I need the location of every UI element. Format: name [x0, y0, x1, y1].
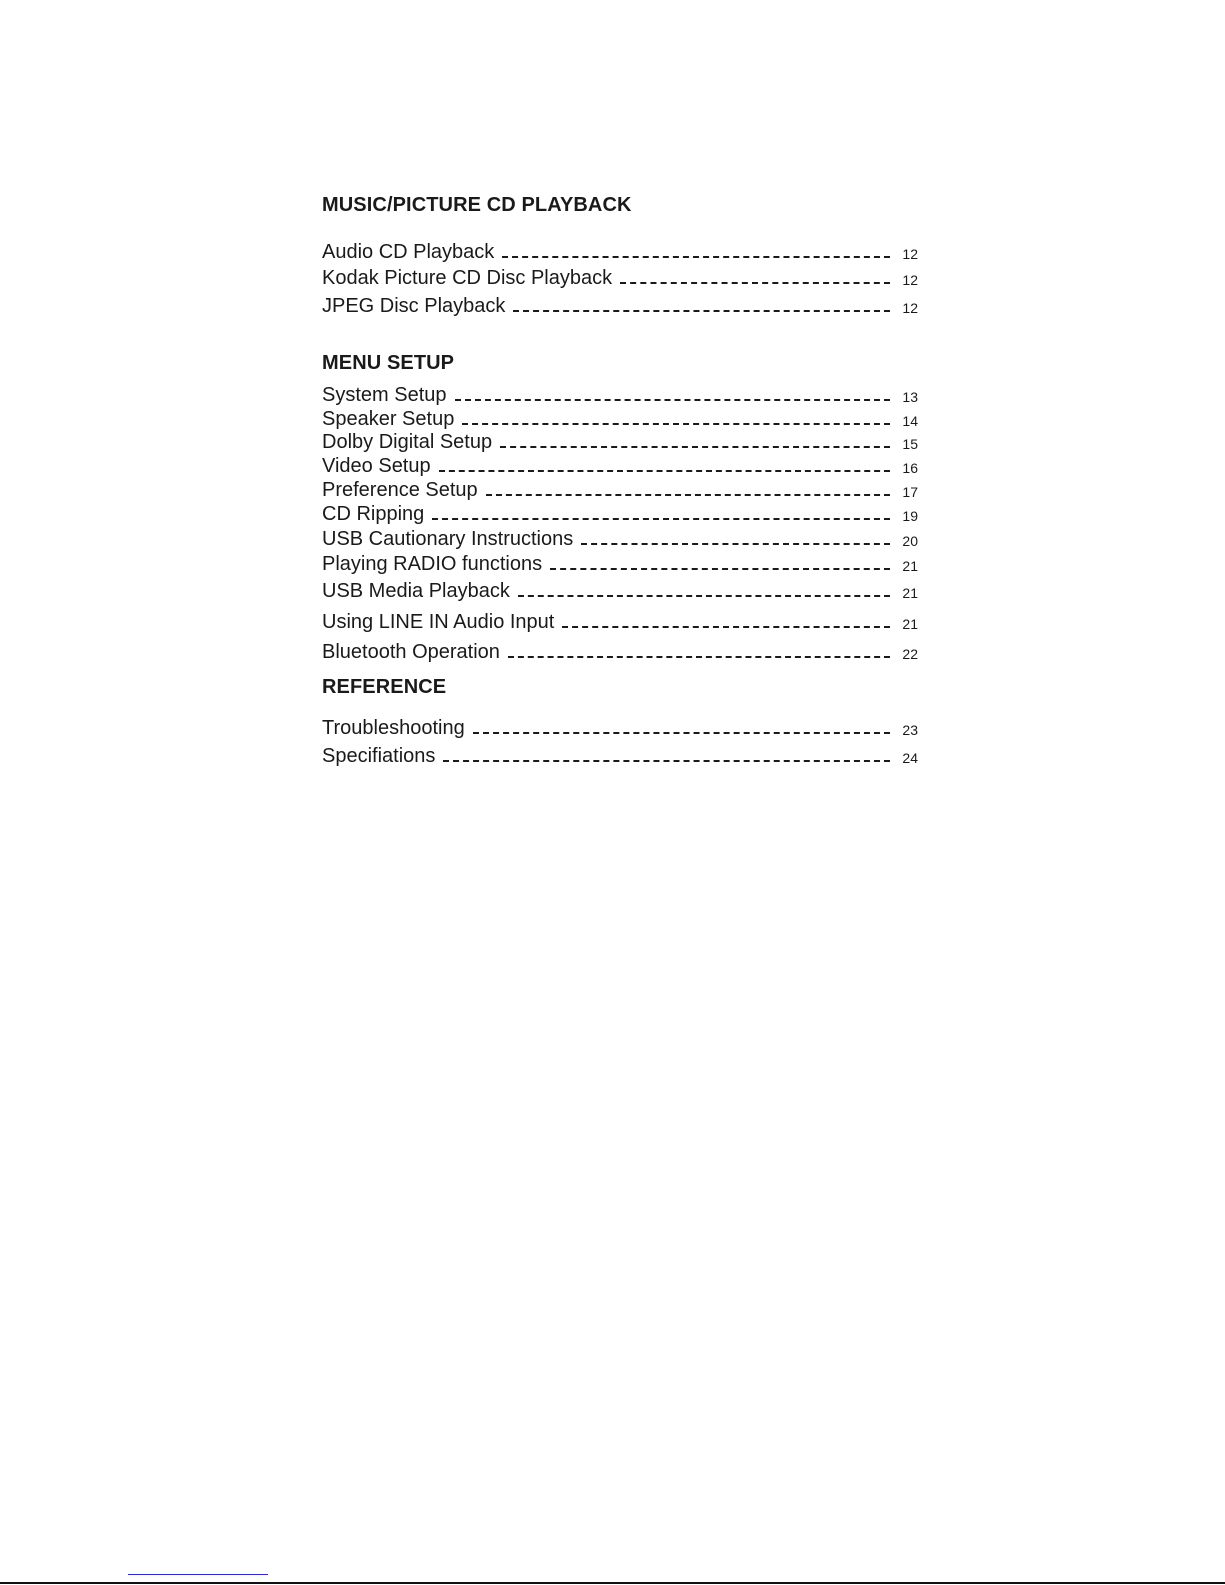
toc-entry-label: System Setup	[322, 384, 447, 406]
dot-leader	[500, 446, 890, 448]
toc-entry[interactable]	[322, 640, 918, 664]
toc-entry[interactable]	[322, 527, 918, 551]
dot-leader	[513, 310, 890, 312]
dot-leader	[508, 656, 890, 658]
toc-entry-page: 12	[902, 246, 918, 262]
toc-entry-page: 14	[902, 413, 918, 429]
toc-entry[interactable]	[322, 502, 918, 526]
dot-leader	[502, 256, 890, 258]
toc-entry[interactable]	[322, 579, 918, 603]
toc-entry-label: Specifiations	[322, 745, 436, 767]
toc-entry[interactable]	[322, 407, 918, 431]
toc-entry-label: Audio CD Playback	[322, 241, 495, 263]
toc-entry[interactable]	[322, 454, 918, 478]
dot-leader	[486, 494, 890, 496]
toc-entry-label: Dolby Digital Setup	[322, 431, 493, 453]
toc-entry-label: CD Ripping	[322, 503, 425, 525]
toc-entry-label: Video Setup	[322, 455, 431, 477]
toc-entry-label: Playing RADIO functions	[322, 553, 543, 575]
section-heading-menu-setup: MENU SETUP	[322, 352, 455, 374]
toc-entry-label: USB Cautionary Instructions	[322, 528, 574, 550]
dot-leader	[455, 399, 890, 401]
toc-entry-page: 20	[902, 533, 918, 549]
toc-entry-label: Troubleshooting	[322, 717, 465, 739]
toc-entry[interactable]	[322, 744, 918, 768]
footer-link-rule	[128, 1574, 268, 1575]
toc-entry-page: 13	[902, 389, 918, 405]
toc-entry-page: 21	[902, 585, 918, 601]
toc-entry-label: Bluetooth Operation	[322, 641, 500, 663]
toc-entry[interactable]	[322, 383, 918, 407]
dot-leader	[439, 470, 890, 472]
dot-leader	[562, 626, 890, 628]
toc-entry-page: 15	[902, 436, 918, 452]
toc-entry-page: 21	[902, 558, 918, 574]
toc-entry[interactable]	[322, 240, 918, 264]
toc-entry-page: 19	[902, 508, 918, 524]
toc-entry-label: Using LINE IN Audio Input	[322, 611, 555, 633]
dot-leader	[518, 595, 890, 597]
toc-entry-label: Speaker Setup	[322, 408, 455, 430]
dot-leader	[550, 568, 890, 570]
toc-entry-label: Preference Setup	[322, 479, 478, 501]
toc-entry-page: 22	[902, 646, 918, 662]
toc-entry[interactable]	[322, 478, 918, 502]
toc-entry[interactable]	[322, 716, 918, 740]
toc-entry[interactable]	[322, 294, 918, 318]
toc-entry-page: 23	[902, 722, 918, 738]
dot-leader	[581, 543, 890, 545]
toc-entry[interactable]	[322, 266, 918, 290]
page-bottom-border	[0, 1582, 1225, 1584]
dot-leader	[473, 732, 890, 734]
toc-entry-label: JPEG Disc Playback	[322, 295, 506, 317]
toc-entry-page: 24	[902, 750, 918, 766]
dot-leader	[462, 423, 890, 425]
section-heading-music-picture-cd-playback: MUSIC/PICTURE CD PLAYBACK	[322, 194, 632, 216]
toc-entry-label: Kodak Picture CD Disc Playback	[322, 267, 613, 289]
toc-entry[interactable]	[322, 552, 918, 576]
toc-entry-page: 21	[902, 616, 918, 632]
section-heading-reference: REFERENCE	[322, 676, 447, 698]
dot-leader	[432, 518, 890, 520]
toc-entry-page: 12	[902, 300, 918, 316]
toc-entry[interactable]	[322, 610, 918, 634]
toc-entry-page: 16	[902, 460, 918, 476]
toc-entry[interactable]	[322, 430, 918, 454]
toc-entry-label: USB Media Playback	[322, 580, 510, 602]
dot-leader	[620, 282, 890, 284]
toc-entry-page: 12	[902, 272, 918, 288]
toc-entry-page: 17	[902, 484, 918, 500]
dot-leader	[443, 760, 890, 762]
